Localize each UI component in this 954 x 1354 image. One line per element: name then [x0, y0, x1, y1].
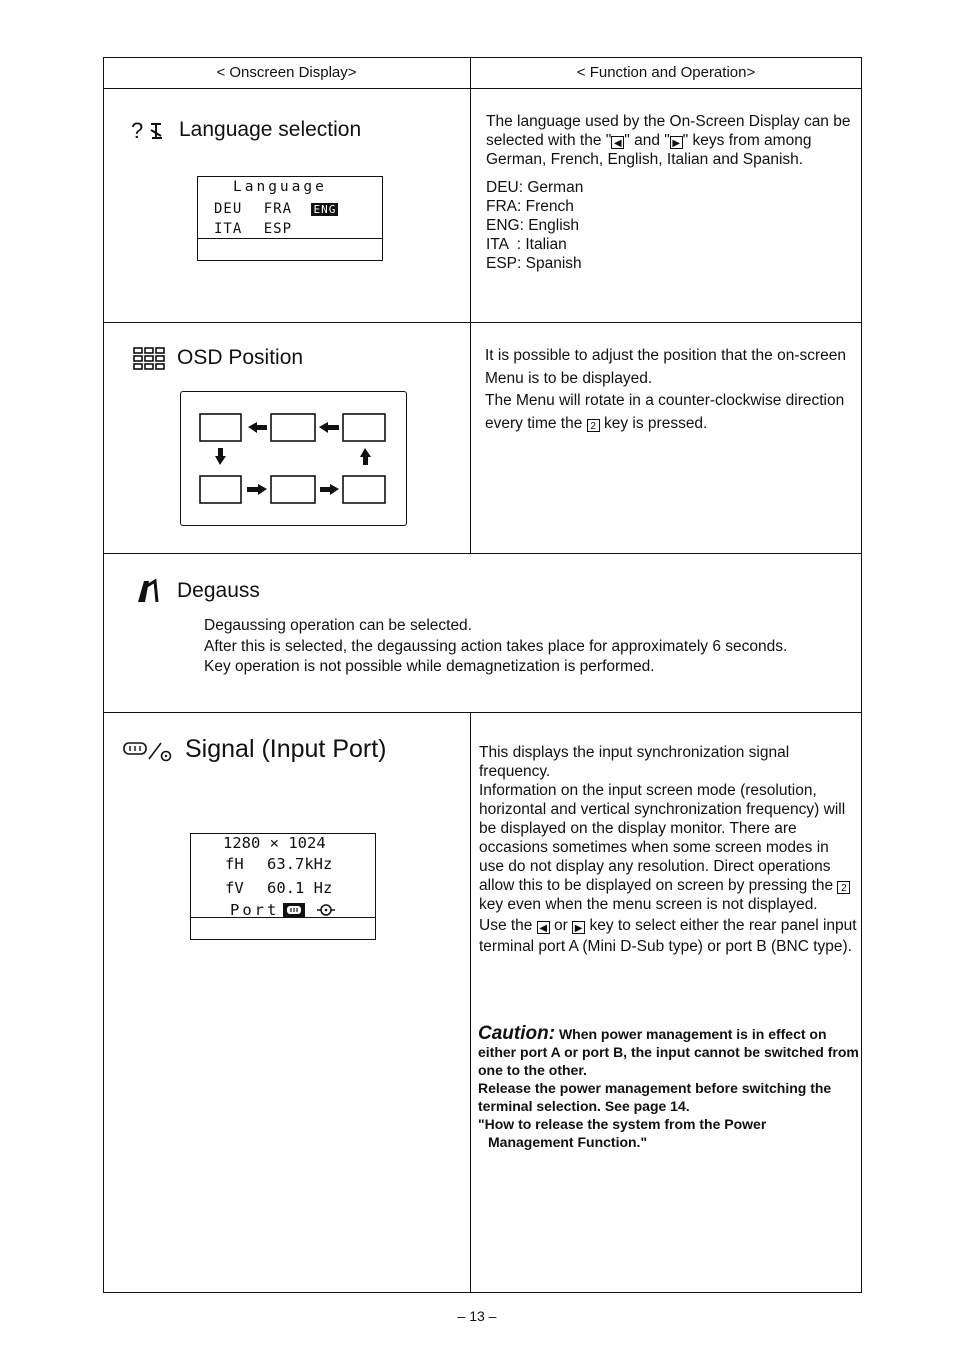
language-icon: [131, 118, 169, 142]
degauss-description: Degaussing operation can be selected. After this is selected, the degaussing action takes place for approximately 6 seconds. Key operation is not possible while demagnetization is performed.: [204, 617, 788, 675]
port-label: Port: [230, 901, 280, 919]
row-divider-1: [103, 322, 862, 323]
signal-description: This displays the input synchronization signal frequency. Information on the input screen mode (resolution, horizontal and vertical synchronization frequency) will be displayed on the display monitor. There are occasions sometimes when some screen modes in use do not display any resolution. Direct operations allow this to be displayed on screen by pressing the 2 key even when the menu screen is not displayed. Use the ◀ or ▶ key to select either the rear panel input terminal port A (Mini D-Sub type) or port B (BNC type).: [479, 744, 857, 955]
degauss-title-text: Degauss: [177, 579, 260, 602]
language-title-text: Language selection: [179, 118, 362, 141]
signal-resolution: 1280 × 1024: [223, 834, 326, 852]
header-function-operation: < Function and Operation>: [576, 64, 756, 81]
port-b-bnc-icon[interactable]: [317, 903, 335, 917]
fh-label: fH: [225, 855, 244, 873]
right-arrow-key-icon: ▶: [572, 921, 585, 934]
language-code-item: FRA: French: [486, 198, 574, 215]
signal-section-title: [123, 735, 387, 764]
signal-title-text: Signal (Input Port): [185, 735, 387, 763]
fv-value: 60.1 Hz: [267, 879, 333, 897]
osd-position-diagram: [180, 391, 407, 526]
signal-fv-row: [225, 879, 332, 897]
column-divider-top: [470, 57, 471, 554]
osd-option-esp[interactable]: ESP: [263, 221, 293, 237]
signal-input-icon: [123, 737, 175, 763]
language-osd-row1: [214, 201, 338, 217]
caution-note: Caution: When power management is in effect on either port A or port B, the input cannot be switched from one to the other. Release the power management before switching the terminal selection. See page 14. "How to release the system from the Power Management Function.": [478, 1023, 859, 1150]
signal-osd-divider: [191, 917, 375, 918]
header-divider: [103, 88, 862, 89]
degauss-section-title: [135, 578, 260, 604]
key-2-icon: 2: [587, 419, 600, 432]
language-code-item: ENG: English: [486, 217, 580, 234]
osd-option-eng-selected[interactable]: ENG: [313, 203, 337, 216]
language-osd-heading: Language: [233, 179, 327, 195]
osd-option-fra[interactable]: FRA: [263, 201, 293, 217]
svg-text:?: ?: [131, 118, 144, 142]
fh-value: 63.7kHz: [267, 855, 333, 873]
row-divider-2: [103, 553, 862, 554]
key-2-icon: 2: [837, 881, 850, 894]
header-onscreen-display: < Onscreen Display>: [216, 64, 357, 81]
language-osd-menu: [197, 176, 383, 261]
row-divider-3: [103, 712, 862, 713]
osd-rotation-diagram: [181, 392, 405, 524]
right-arrow-key-icon: ▶: [670, 136, 683, 149]
signal-fh-row: [225, 855, 332, 873]
language-code-list: [486, 178, 852, 273]
left-arrow-key-icon: ◀: [537, 921, 550, 934]
language-osd-divider: [198, 238, 382, 239]
osd-position-section-title: [133, 346, 303, 370]
language-code-item: ITA : Italian: [486, 236, 567, 253]
language-code-item: DEU: German: [486, 179, 584, 196]
osd-position-icon: [133, 346, 167, 370]
language-code-item: ESP: Spanish: [486, 255, 582, 272]
column-divider-bottom: [470, 712, 471, 1293]
osd-position-description: It is possible to adjust the position that the on-screen Menu is to be displayed. The Menu will rotate in a counter-clockwise direction every time the 2 key is pressed.: [485, 347, 847, 432]
port-a-selected-icon[interactable]: [283, 903, 305, 917]
osd-option-ita[interactable]: ITA: [214, 221, 243, 237]
caution-label: Caution:: [478, 1023, 556, 1044]
page-number: – 13 –: [457, 1308, 497, 1324]
fv-label: fV: [225, 879, 244, 897]
language-osd-row2: [214, 221, 292, 237]
signal-osd-display: [190, 833, 376, 940]
language-section-title: [131, 118, 361, 142]
language-description: The language used by the On-Screen Display can be selected with the " ◀ " and " ▶ " keys from among German, French, English, Italian and Spanish. DEU: German FRA: French ENG: English ITA : Italian ESP: Spanish: [486, 113, 851, 272]
osd-option-deu[interactable]: DEU: [214, 201, 243, 217]
degauss-icon: [135, 578, 159, 604]
left-arrow-key-icon: ◀: [611, 136, 624, 149]
osd-position-title-text: OSD Position: [177, 346, 304, 369]
